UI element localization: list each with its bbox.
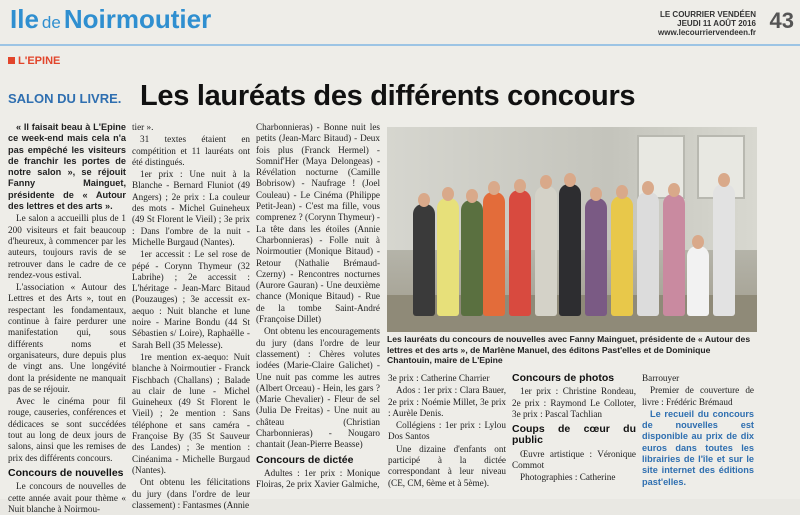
paper-site: www.lecourriervendeen.fr: [658, 28, 756, 37]
photo-head: [590, 187, 602, 201]
paper-name: LE COURRIER VENDÉEN: [659, 10, 756, 19]
paragraph: Adultes : 1er prix : Monique Floiras, 2e prix Xavier Galmiche,: [256, 467, 380, 490]
subheading: Concours de photos: [512, 372, 615, 384]
paragraph: L'association « Autour des Lettres et des Arts », tout en respectant les fondamentaux, continue à faire perdurer une manifestation qui, sous différents noms et organisateurs, dure depuis plus de vingt ans. Une longévité dont la présidente ne manquait pas de se réjouir.: [8, 282, 126, 394]
paragraph: tier ».: [132, 122, 154, 132]
paragraph: Ont obtenu les encouragements du jury (dans l'ordre de leur classement) : Chères volutes iodées (Marie-Claire Galichet) - Une nuit pas comme les autres (Albert Orceau) - Hein, les gars ? (Marie Chevalier) - Fleur de sel (Julia De Freitas) - Une nuit au château (Christian Charbonnieras) - Nougaro chantait (Jean-Pierre Beasse): [256, 326, 380, 450]
brand-title: [10, 4, 211, 35]
paragraph: 1er prix : Christine Rondeau, 2e prix : Raymond Le Colloter, 3e prix : Pascal Tachlian: [512, 386, 636, 419]
column-5: [512, 373, 636, 493]
paragraph: Ados : 1er prix : Clara Bauer, 2e prix : Noémie Millet, 3e prix : Aurèle Denis.: [388, 385, 506, 418]
photo-head: [514, 179, 526, 193]
photo-person: [559, 184, 581, 316]
paragraph: Ont obtenu les félicitations du jury (dans l'ordre de leur classement) : Fantasmes (Annie: [132, 477, 250, 510]
photo-head: [642, 181, 654, 195]
section-square-icon: [8, 57, 15, 64]
section-text: L'EPINE: [18, 55, 61, 67]
column-2: [132, 122, 250, 510]
photo-person: [461, 200, 483, 316]
photo-person: [611, 196, 633, 316]
photo-head: [442, 187, 454, 201]
photo-person: [663, 194, 685, 316]
paragraph: Charbonnieras) - Bonne nuit les petits (Jean-Marc Bitaud) - Deux fois plus (Franck Hermel) - Somnif'Her (Maya Delongeas) - Révélation nocturne (Camille Bobrisow) - Naufrage ! (Joel Couleau) - Le Cinéma (Philippe Petit-Jean) - C'est ma fille, vous comprenez ? (Corynn Thymeur) - La tête dans les étoiles (Annie Charbonnieras) - Folle nuit à Noirmoutier (Monique Bitaud) - Retour (Nathalie Brémaud-Czerny) - Rencontres nocturnes (Aurore Gauran) - Une deuxième chance (Monique Bitaud) - Rue de la tombe Saint-André (Françoise Dillet): [256, 122, 380, 325]
paragraph: 3e prix : Catherine Charrier: [388, 373, 490, 383]
paragraph: 1re mention ex-aequo: Nuit blanche à Noirmoutier - Franck Fischbach (Challans) ; Balade au clair de lune - Michel Guineheux (49 St Florent le Vieil) ; 2e mention : Sans téléphone et sans caméra - Françoise By (35 St Sauveur des Landes) ; 3e mention : Cinéanima - Michelle Burgaud (Nantes).: [132, 351, 250, 475]
photo-head: [418, 193, 430, 207]
masthead: [0, 0, 800, 46]
photo-person: [437, 198, 459, 316]
paragraph: Barrouyer: [642, 373, 680, 383]
group-photo: [387, 127, 757, 332]
photo-person: [509, 190, 531, 316]
photo-person: [413, 204, 435, 316]
photo-head: [488, 181, 500, 195]
subheading: Concours de dictée: [256, 453, 354, 466]
column-1: [8, 122, 126, 514]
paragraph: Premier de couverture de livre : Frédéric Brémaud: [642, 385, 754, 407]
paragraph: Photographies : Catherine: [520, 472, 616, 483]
paper-date: JEUDI 11 AOÛT 2016: [677, 19, 756, 28]
section-label: [8, 55, 60, 67]
headline: Les lauréats des différents concours: [140, 80, 636, 112]
column-6: [642, 373, 754, 493]
photo-caption: Les lauréats du concours de nouvelles avec Fanny Mainguet, présidente de « Autour des lettres et des arts », de Marlène Manuel, des éditons Past'elles et de Dominique Chantouin, maire de L'Epine: [387, 334, 751, 365]
photo-head: [668, 183, 680, 197]
photo-head: [564, 173, 576, 187]
masthead-rule: [0, 44, 800, 46]
paragraph: 1er prix : Une nuit à la Blanche - Bernard Fluniot (49 Angers) ; 2e prix : La couleur des mots - Michel Guineheux (49 St Florent le Vieil) ; 3e prix : Dans l'ombre de la nuit - Michelle Burgaud (Nantes).: [132, 169, 250, 247]
photo-person: [535, 186, 557, 316]
column-4: [388, 373, 506, 493]
paragraph: « Il faisait beau à L'Epine ce week-end mais cela n'a pas empêché les visiteurs de franchir les portes de notre salon », se réjouit Fanny Mainguet, présidente de « Autour des lettres et des arts ».: [8, 122, 126, 212]
column-3: [256, 122, 380, 494]
paragraph: Collégiens : 1er prix : Lylou Dos Santos: [388, 420, 506, 442]
photo-person: [713, 184, 735, 316]
subheading: Concours de nouvelles: [8, 466, 124, 479]
photo-head: [692, 235, 704, 249]
brand-ile: Ile: [10, 4, 39, 34]
brand-de: de: [41, 13, 61, 32]
photo-person: [687, 246, 709, 316]
paragraph: Le salon a accueilli plus de 1 200 visiteurs et fait beaucoup d'heureux, à commencer par les auteurs, toujours ravis de se retrouver dans le cadre de ce rendez-vous estival.: [8, 213, 126, 280]
paragraph: Le concours de nouvelles de cette année avait pour thème « Nuit blanche à Noirmou-: [8, 481, 126, 514]
photo-head: [466, 189, 478, 203]
photo-head: [616, 185, 628, 199]
paragraph: Œuvre artistique : Véronique Commot: [512, 448, 636, 471]
page-number: 43: [769, 8, 794, 33]
paragraph: 31 textes étaient en compétition et 11 lauréats ont été distingués.: [132, 134, 250, 167]
subheading: Coups de cœur du public: [512, 423, 636, 447]
brand-noirmoutier: Noirmoutier: [63, 4, 212, 34]
photo-person: [483, 192, 505, 316]
paragraph: Une dizaine d'enfants ont participé à la dictée correspondant à leur niveau (CE, CM, 6ème et à 5ème).: [388, 443, 506, 488]
photo-head: [540, 175, 552, 189]
paragraph: Le recueil du concours de nouvelles est disponible au prix de dix euros dans toutes les librairies de l'île et sur le site internet des éditions past'elles.: [642, 408, 754, 487]
photo-head: [718, 173, 730, 187]
paragraph: Avec le cinéma pour fil rouge, causeries, conférences et dédicaces se sont succédées tout au long de deux jours de salons, ainsi que les remises de prix des différents concours.: [8, 396, 126, 463]
paper-info: [658, 10, 756, 37]
kicker: SALON DU LIVRE.: [8, 91, 122, 106]
paragraph: 1er accessit : Le sel rose de pépé - Corynn Thymeur (32 Labrihe) ; 2e accessit : L'héritage - Jean-Marc Bitaud (Pouzauges) ; 3e accessit ex-aequo : Nuit blanche et lune noire - Marine Bondu (44 St Sébastien s/ Loire), Raphaëlle - Sarah Bell (35 Melesse).: [132, 249, 250, 350]
photo-person: [585, 198, 607, 316]
photo-person: [637, 192, 659, 316]
